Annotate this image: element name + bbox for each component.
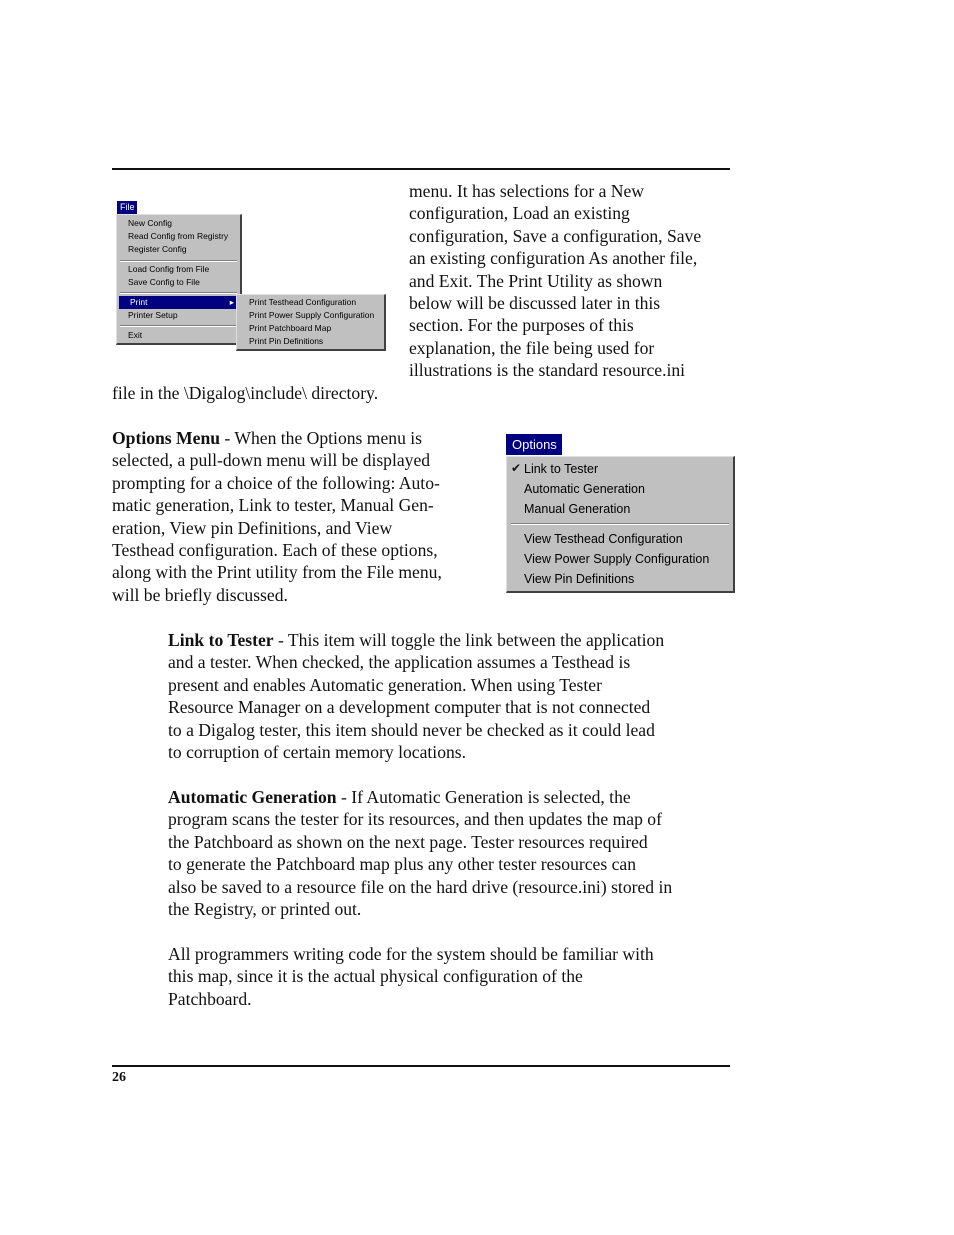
intro-tail-line: file in the \Digalog\include\ directory.: [112, 383, 379, 403]
menu-separator: [120, 325, 237, 327]
menu-item-manual-generation[interactable]: Manual Generation: [524, 502, 631, 516]
text-line: All programmers writing code for the system should be familiar with: [168, 944, 654, 964]
options-menu-title[interactable]: Options: [506, 434, 562, 455]
text-line: - This item will toggle the link between the application: [273, 630, 665, 650]
bottom-rule: [112, 1065, 730, 1067]
menu-item-register-config[interactable]: Register Config: [128, 244, 187, 254]
text-line: - When the Options menu is: [220, 428, 423, 448]
text-line: configuration, Save a configuration, Save: [409, 225, 702, 246]
menu-item-view-testhead[interactable]: View Testhead Configuration: [524, 532, 683, 546]
menu-item-load-config[interactable]: Load Config from File: [128, 264, 210, 274]
menu-item-view-pin-definitions[interactable]: View Pin Definitions: [524, 572, 635, 586]
text-line: and Exit. The Print Utility as shown: [409, 270, 663, 291]
text-line: the Patchboard as shown on the next page. Tester resources required: [168, 831, 648, 852]
text-line: selected, a pull-down menu will be displayed: [112, 450, 431, 471]
menu-item-new-config[interactable]: New Config: [128, 218, 172, 228]
text-line: also be saved to a resource file on the hard drive (resource.ini) stored in: [168, 876, 673, 897]
text-line: section. For the purposes of this: [409, 315, 634, 336]
options-paragraph: [112, 427, 442, 606]
submenu-item-print-power-supply[interactable]: Print Power Supply Configuration: [249, 310, 375, 320]
text-line: illustrations is the standard resource.ini: [409, 360, 686, 381]
link-to-tester-paragraph: [168, 629, 664, 763]
file-menu-panel: [116, 214, 242, 345]
text-line: Patchboard.: [168, 988, 252, 1009]
menu-item-link-to-tester[interactable]: Link to Tester: [524, 462, 599, 476]
text-line: below will be discussed later in this: [409, 293, 661, 314]
intro-paragraph: [409, 180, 701, 382]
text-line: this map, since it is the actual physical configuration of the: [168, 966, 583, 987]
text-line: an existing configuration As another file,: [409, 248, 698, 269]
menu-separator: [120, 292, 237, 294]
text-line: program scans the tester for its resources, and then updates the map of: [168, 809, 662, 830]
programmers-paragraph: [168, 943, 654, 1010]
text-line: will be briefly discussed.: [112, 584, 288, 605]
text-line: present and enables Automatic generation. When using Tester: [168, 674, 602, 695]
options-heading: Options Menu: [112, 428, 221, 448]
text-line: the Registry, or printed out.: [168, 899, 362, 920]
submenu-item-print-pin-definitions[interactable]: Print Pin Definitions: [249, 336, 324, 346]
page-number: 26: [112, 1070, 126, 1085]
menu-item-print[interactable]: Print ▸: [119, 296, 238, 309]
menu-item-save-config[interactable]: Save Config to File: [128, 277, 200, 287]
automatic-generation-heading: Automatic Generation: [168, 787, 337, 807]
text-line: along with the Print utility from the File menu,: [112, 562, 442, 583]
text-line: to a Digalog tester, this item should never be checked as it could lead: [168, 719, 655, 740]
text-line: to corruption of certain memory locations.: [168, 742, 467, 763]
print-submenu-panel: [236, 294, 386, 351]
submenu-item-print-testhead[interactable]: Print Testhead Configuration: [249, 297, 357, 307]
menu-item-exit[interactable]: Exit: [128, 330, 143, 340]
options-menu-panel: [506, 456, 735, 593]
text-line: - If Automatic Generation is selected, the: [336, 787, 631, 807]
text-line: eration, View pin Definitions, and View: [112, 517, 393, 538]
checkmark-icon: ✔: [511, 461, 522, 475]
automatic-generation-paragraph: [168, 786, 672, 920]
link-to-tester-heading: Link to Tester: [168, 630, 274, 650]
menu-separator: [120, 260, 237, 262]
top-rule: [112, 168, 730, 170]
menu-separator: [511, 523, 729, 525]
menu-item-printer-setup[interactable]: Printer Setup: [128, 310, 178, 320]
text-line: menu. It has selections for a New: [409, 181, 644, 201]
menu-item-view-power-supply[interactable]: View Power Supply Configuration: [524, 552, 710, 566]
text-line: matic generation, Link to tester, Manual Gen-: [112, 495, 434, 516]
text-line: configuration, Load an existing: [409, 203, 630, 224]
file-menu-title[interactable]: File: [117, 201, 137, 214]
text-line: and a tester. When checked, the application assumes a Testhead is: [168, 652, 631, 673]
text-line: prompting for a choice of the following: Auto-: [112, 472, 440, 493]
text-line: Testhead configuration. Each of these options,: [112, 540, 438, 561]
submenu-arrow-icon: ▸: [229, 297, 234, 307]
text-line: Resource Manager on a development computer that is not connected: [168, 697, 651, 718]
menu-item-automatic-generation[interactable]: Automatic Generation: [524, 482, 645, 496]
text-line: to generate the Patchboard map plus any other tester resources can: [168, 854, 637, 875]
submenu-item-print-patchboard[interactable]: Print Patchboard Map: [249, 323, 332, 333]
text-line: explanation, the file being used for: [409, 337, 655, 358]
menu-item-read-config[interactable]: Read Config from Registry: [128, 231, 229, 241]
